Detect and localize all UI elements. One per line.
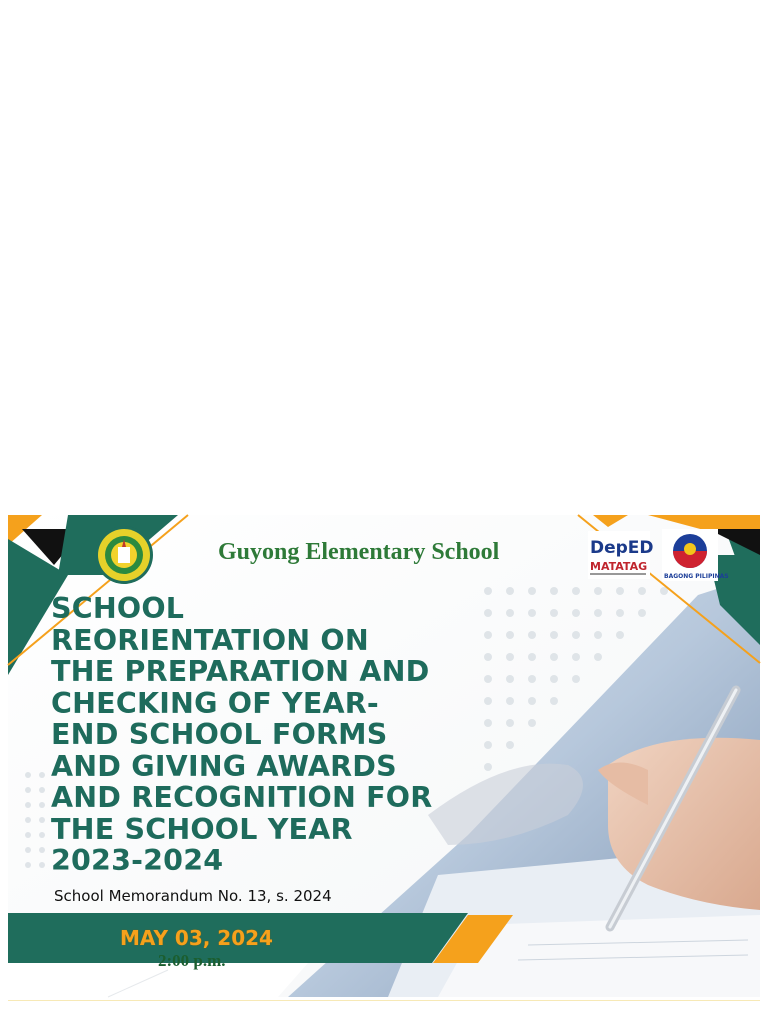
svg-text:DepED: DepED bbox=[590, 538, 654, 558]
event-title-line: REORIENTATION ON bbox=[51, 623, 369, 657]
event-title-line: AND RECOGNITION FOR bbox=[51, 781, 433, 814]
event-date: MAY 03, 2024 bbox=[120, 926, 273, 950]
event-title-line: THE PREPARATION AND bbox=[51, 655, 430, 688]
bagong-pilipinas-logo bbox=[662, 529, 729, 581]
svg-text:MATATAG: MATATAG bbox=[590, 560, 648, 573]
event-time: 2:00 p.m. bbox=[158, 951, 226, 970]
event-title bbox=[51, 593, 491, 877]
deped-matatag-logo bbox=[588, 531, 654, 579]
event-title-line: SCHOOL bbox=[51, 592, 185, 625]
event-title-line: AND GIVING AWARDS bbox=[51, 749, 397, 783]
event-banner bbox=[8, 515, 760, 997]
event-title-line: 2023-2024 bbox=[51, 844, 224, 877]
school-seal-logo bbox=[94, 525, 154, 585]
event-title-line: CHECKING OF YEAR- bbox=[51, 686, 379, 720]
svg-text:BAGONG PILIPINAS: BAGONG PILIPINAS bbox=[664, 573, 729, 580]
memorandum-reference: School Memorandum No. 13, s. 2024 bbox=[54, 887, 332, 905]
school-name: Guyong Elementary School bbox=[218, 539, 500, 565]
event-title-line: THE SCHOOL YEAR bbox=[51, 812, 353, 846]
bottom-divider bbox=[8, 1000, 760, 1001]
event-title-line: END SCHOOL FORMS bbox=[51, 718, 388, 751]
